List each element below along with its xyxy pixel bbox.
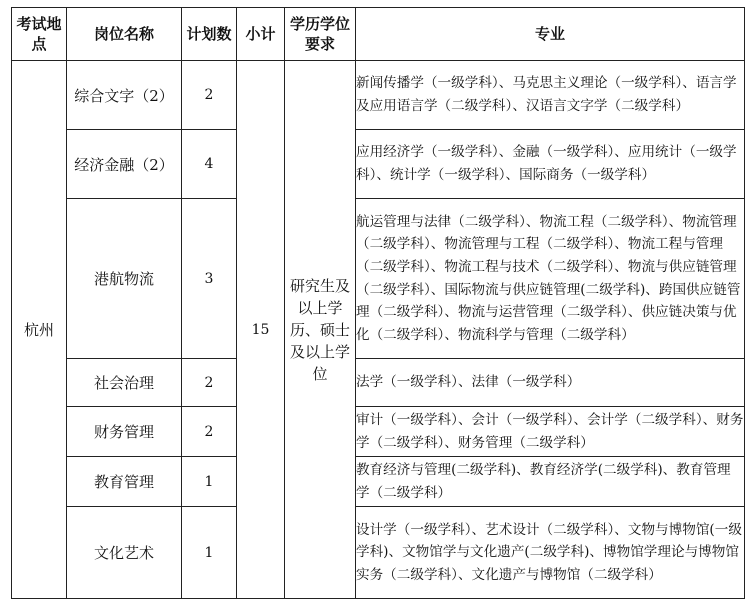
major-cell: 教育经济与管理(二级学科)、教育经济学(二级学科)、教育管理学（二级学科） — [356, 457, 745, 507]
header-position: 岗位名称 — [67, 8, 182, 61]
plan-cell: 1 — [182, 457, 237, 507]
table-row — [12, 130, 745, 199]
major-cell: 设计学（一级学科）、艺术设计（二级学科）、文物与博物馆(一级学科)、文物馆学与文化遗产(二级学科)、博物馆学理论与博物馆实务（二级学科）、文化遗产与博物馆（二级学科） — [356, 507, 745, 599]
major-cell: 航运管理与法律（二级学科）、物流工程（二级学科）、物流管理（二级学科）、物流管理与工程（二级学科）、物流工程与管理（二级学科）、物流工程与技术（二级学科）、物流与供应链管理（二级学科）、国际物流与供应链管理(二级学科)、跨国供应链管理（二级学科）、物流与运营管理（二级学科）、供应链决策与优化（二级学科）、物流科学与管理（二级学科） — [356, 199, 745, 359]
plan-cell: 3 — [182, 199, 237, 359]
position-cell: 港航物流 — [67, 199, 182, 359]
major-cell: 法学（一级学科）、法律（一级学科） — [356, 359, 745, 407]
major-cell: 应用经济学（一级学科）、金融（一级学科）、应用统计（一级学科）、统计学（一级学科）、国际商务（一级学科） — [356, 130, 745, 199]
position-cell: 文化艺术 — [67, 507, 182, 599]
plan-cell: 4 — [182, 130, 237, 199]
header-location: 考试地点 — [12, 8, 67, 61]
location-cell: 杭州 — [12, 61, 67, 599]
table-row — [12, 359, 745, 407]
education-cell: 研究生及以上学历、硕士及以上学位 — [285, 61, 356, 599]
plan-cell: 2 — [182, 407, 237, 457]
major-cell: 新闻传播学（一级学科）、马克思主义理论（一级学科）、语言学及应用语言学（二级学科）、汉语言文字学（二级学科） — [356, 61, 745, 130]
header-plan: 计划数 — [182, 8, 237, 61]
header-row — [12, 8, 745, 61]
subtotal-cell: 15 — [237, 61, 285, 599]
plan-cell: 2 — [182, 359, 237, 407]
table-row — [12, 457, 745, 507]
plan-cell: 1 — [182, 507, 237, 599]
table-row — [12, 61, 745, 130]
table-row — [12, 407, 745, 457]
position-cell: 社会治理 — [67, 359, 182, 407]
position-cell: 综合文字（2） — [67, 61, 182, 130]
position-cell: 财务管理 — [67, 407, 182, 457]
header-subtotal: 小计 — [237, 8, 285, 61]
position-cell: 教育管理 — [67, 457, 182, 507]
table-row — [12, 199, 745, 359]
header-major: 专业 — [356, 8, 745, 61]
table-row — [12, 507, 745, 599]
header-education: 学历学位要求 — [285, 8, 356, 61]
plan-cell: 2 — [182, 61, 237, 130]
recruitment-table — [11, 7, 745, 599]
major-cell: 审计（一级学科）、会计（一级学科）、会计学（二级学科）、财务学（二级学科）、财务管理（二级学科） — [356, 407, 745, 457]
position-cell: 经济金融（2） — [67, 130, 182, 199]
